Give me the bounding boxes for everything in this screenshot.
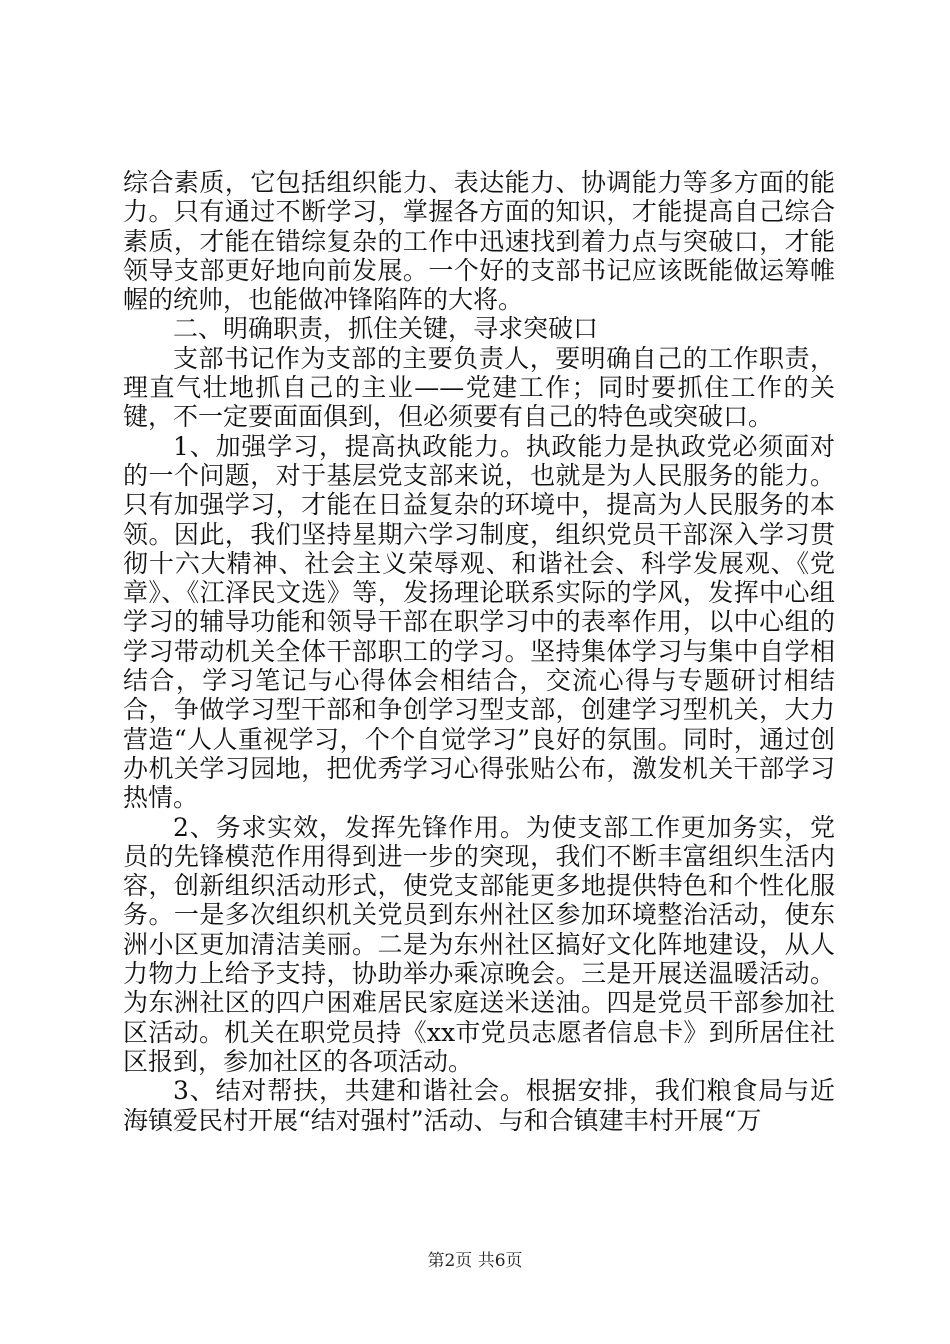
document-body [123,168,835,1135]
paragraph-item-2: 2、务求实效，发挥先锋作用。为使支部工作更加务实，党员的先锋模范作用得到进一步的突现，我们不断丰富组织生活内容，创新组织活动形式，使党支部能更多地提供特色和个性化服务。一是多次组织机关党员到东州社区参加环境整治活动，使东洲小区更加清洁美丽。二是为东州社区搞好文化阵地建设，从人力物力上给予支持，协助举办乘凉晚会。三是开展送温暖活动。为东洲社区的四户困难居民家庭送米送油。四是党员干部参加社区活动。机关在职党员持《xx市党员志愿者信息卡》到所居住社区报到，参加社区的各项活动。 [123,812,835,1076]
paragraph-item-1: 1、加强学习，提高执政能力。执政能力是执政党必须面对的一个问题，对于基层党支部来说，也就是为人民服务的能力。只有加强学习，才能在日益复杂的环境中，提高为人民服务的本领。因此，我们坚持星期六学习制度，组织党员干部深入学习贯彻十六大精神、社会主义荣辱观、和谐社会、科学发展观、《党章》、《江泽民文选》等，发扬理论联系实际的学风，发挥中心组学习的辅导功能和领导干部在职学习中的表率作用，以中心组的学习带动机关全体干部职工的学习。坚持集体学习与集中自学相结合，学习笔记与心得体会相结合，交流心得与专题研讨相结合，争做学习型干部和争创学习型支部，创建学习型机关，大力营造“人人重视学习，个个自觉学习”良好的氛围。同时，通过创办机关学习园地，把优秀学习心得张贴公布，激发机关干部学习热情。 [123,431,835,813]
paragraph-intro: 支部书记作为支部的主要负责人，要明确自己的工作职责，理直气壮地抓自己的主业——党建工作；同时要抓住工作的关键，不一定要面面俱到，但必须要有自己的特色或突破口。 [123,343,835,432]
paragraph-item-3: 3、结对帮扶，共建和谐社会。根据安排，我们粮食局与近海镇爱民村开展“结对强村”活动、与和合镇建丰村开展“万 [123,1076,835,1135]
section-heading: 二、明确职责，抓住关键，寻求突破口 [173,314,599,344]
page-number: 第2页 共6页 [427,1251,523,1271]
paragraph-continuation: 综合素质，它包括组织能力、表达能力、协调能力等多方面的能力。只有通过不断学习，掌握各方面的知识，才能提高自己综合素质，才能在错综复杂的工作中迅速找到着力点与突破口，才能领导支部更好地向前发展。一个好的支部书记应该既能做运筹帷幄的统帅，也能做冲锋陷阵的大将。 [123,168,835,315]
